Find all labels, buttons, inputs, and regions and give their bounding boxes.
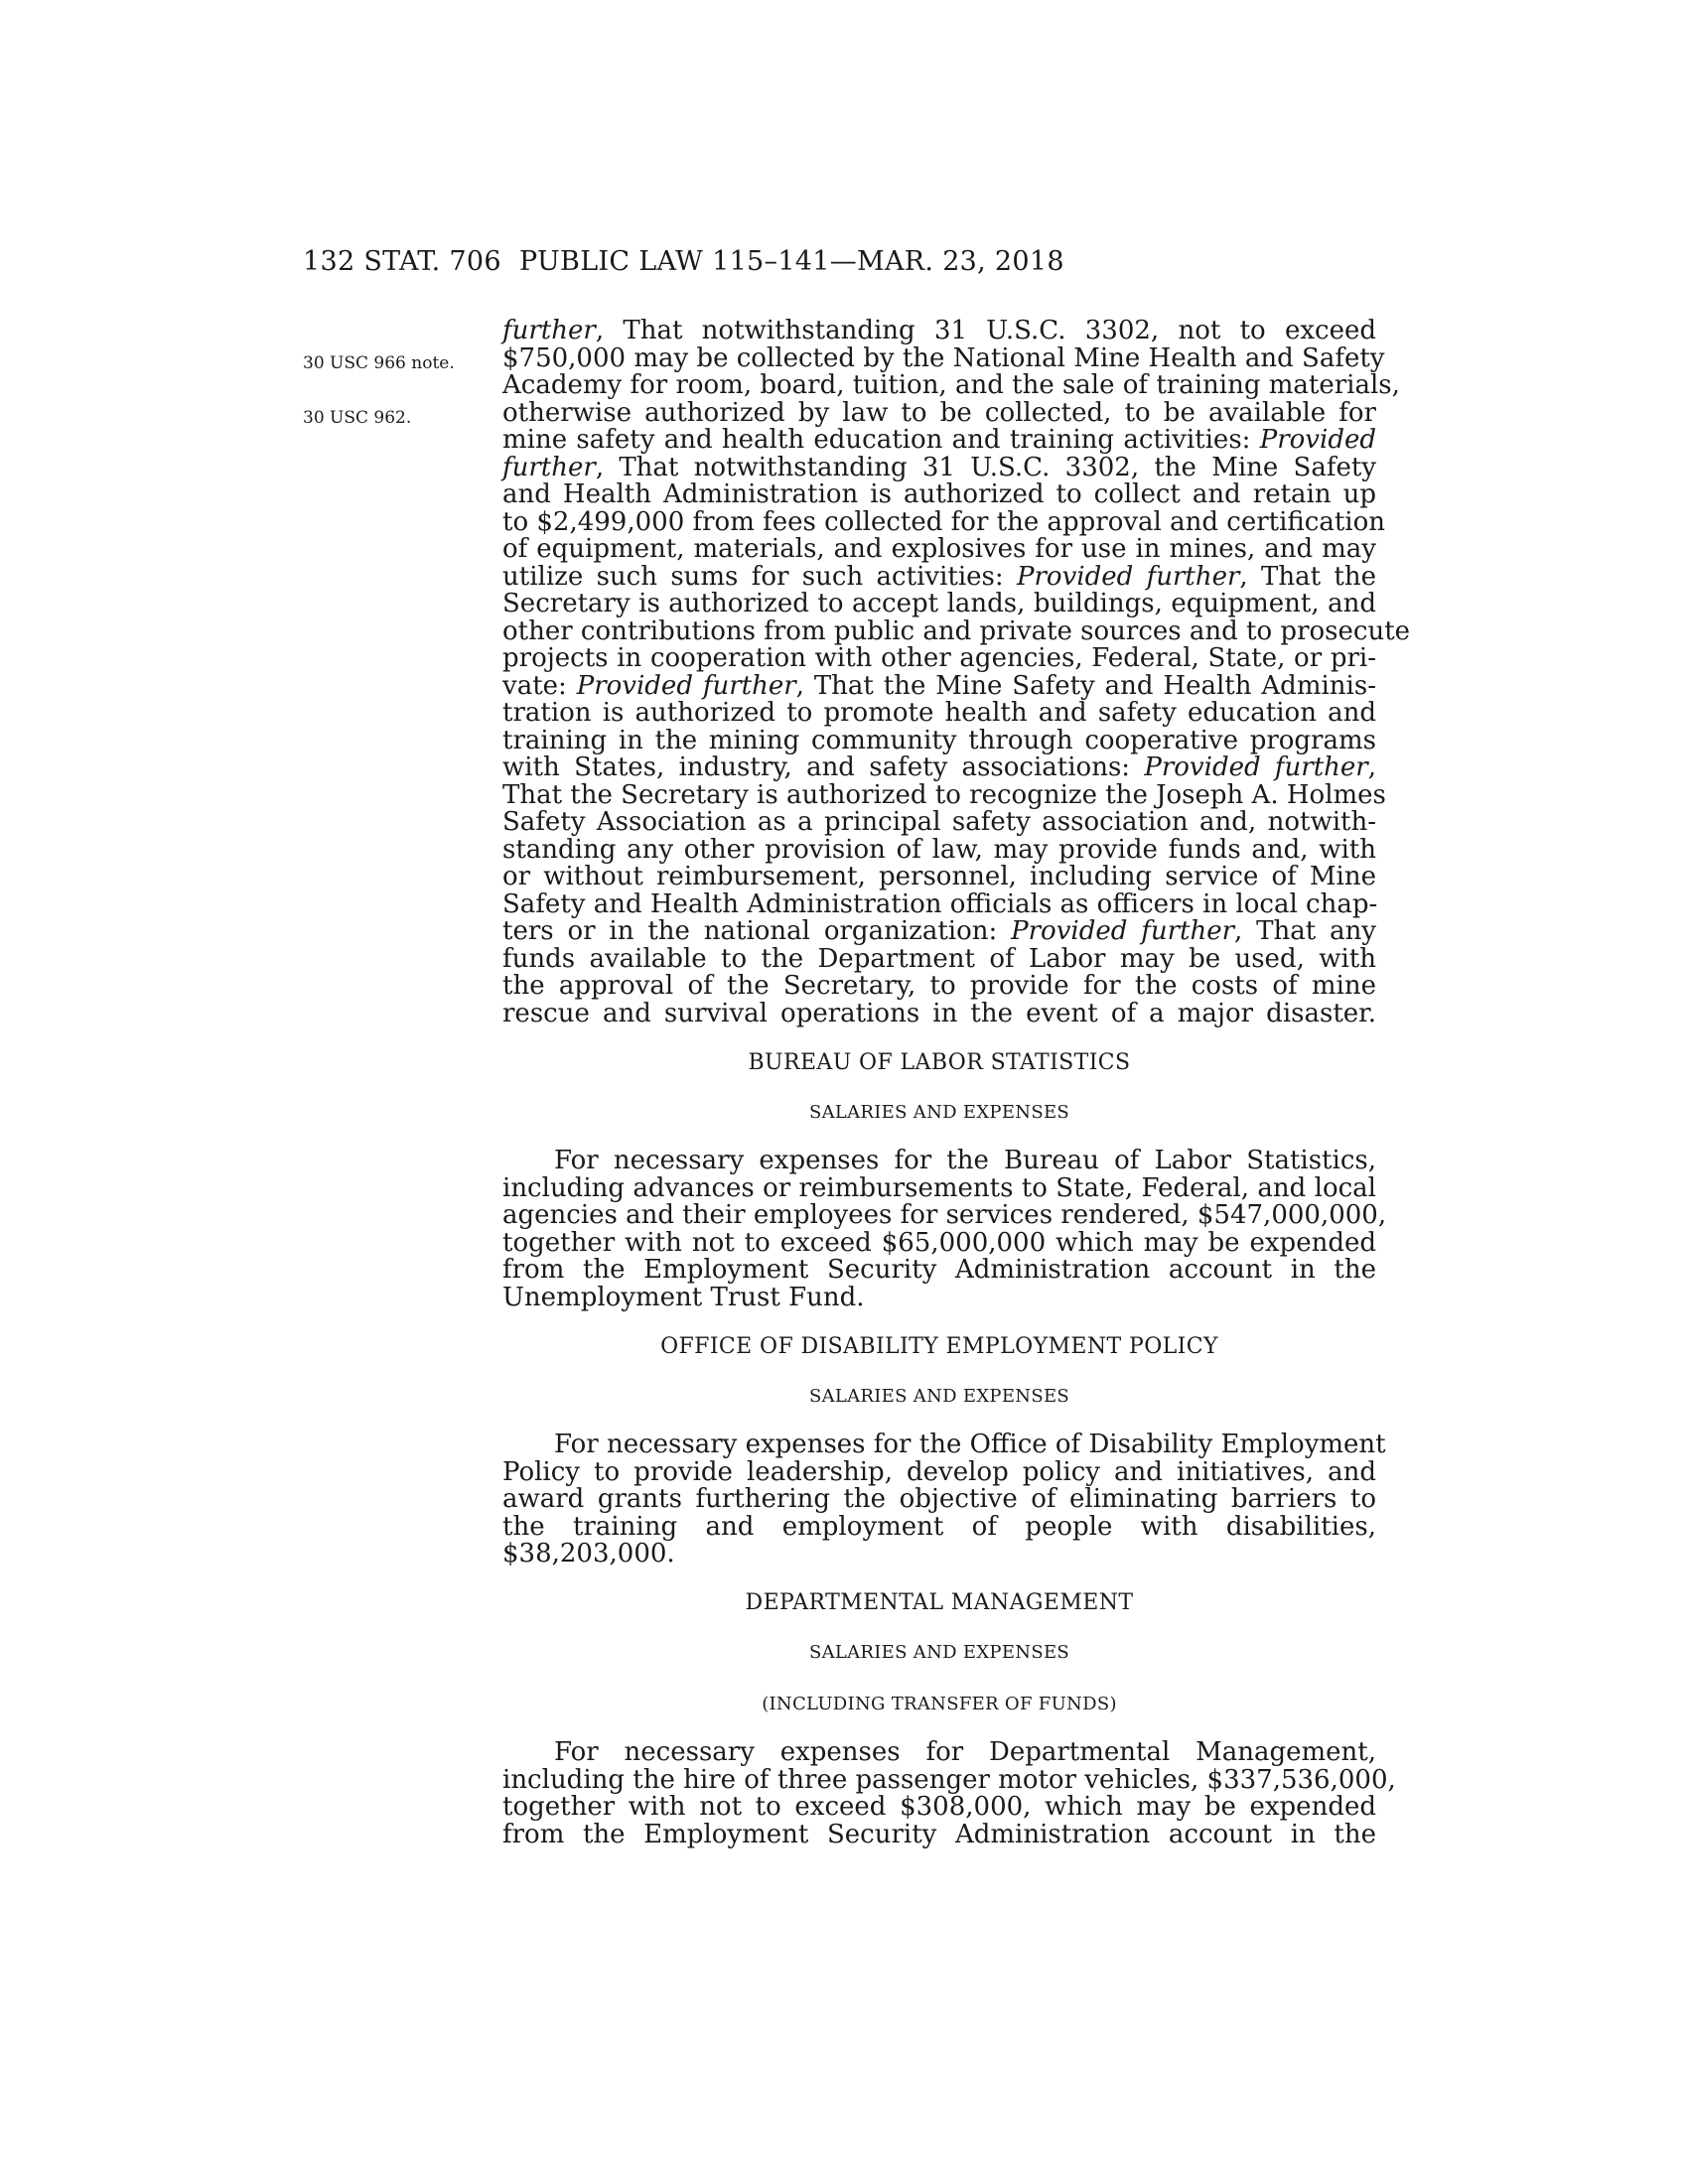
text-line: funds available to the Department of Labor may be used, with bbox=[502, 943, 1376, 974]
text-line: to $2,499,000 from fees collected for the approval and certification bbox=[502, 506, 1385, 537]
subheading-salaries-bls: SALARIES AND EXPENSES bbox=[808, 1102, 1070, 1123]
text-line: and Health Administration is authorized to collect and retain up bbox=[502, 479, 1376, 509]
text-line: the approval of the Secretary, to provide for the costs of mine bbox=[502, 971, 1376, 1001]
text-line: $38,203,000. bbox=[502, 1539, 675, 1569]
text-line: Academy for room, board, tuition, and the sale of training materials, bbox=[502, 370, 1400, 400]
text-line: For necessary expenses for the Bureau of Labor Statistics, bbox=[554, 1146, 1376, 1175]
text-line: with States, industry, and safety associations: Provided further, bbox=[502, 752, 1376, 782]
text-line: award grants furthering the objective of eliminating barriers to bbox=[502, 1484, 1376, 1514]
text-line: ters or in the national organization: Provided further, That any bbox=[502, 916, 1376, 946]
text-line: including the hire of three passenger motor vehicles, $337,536,000, bbox=[502, 1764, 1396, 1795]
dm-paragraph bbox=[502, 1737, 1396, 1849]
text-line: For necessary expenses for Departmental Management, bbox=[554, 1737, 1376, 1767]
text-line: from the Employment Security Administration account in the bbox=[502, 1255, 1376, 1285]
bls-paragraph bbox=[502, 1146, 1387, 1312]
text-line: together with not to exceed $65,000,000 which may be expended bbox=[502, 1227, 1376, 1258]
text-line: agencies and their employees for services rendered, $547,000,000, bbox=[502, 1200, 1387, 1230]
text-line: tration is authorized to promote health and safety education and bbox=[502, 698, 1376, 728]
text-line: together with not to exceed $308,000, which may be expended bbox=[502, 1792, 1376, 1822]
text-line: For necessary expenses for the Office of Disability Employment bbox=[554, 1430, 1386, 1459]
text-line: Safety and Health Administration officials as officers in local chap- bbox=[502, 888, 1378, 919]
text-line: the training and employment of people with disabilities, bbox=[502, 1511, 1376, 1542]
text-line: That the Secretary is authorized to recognize the Joseph A. Holmes bbox=[502, 779, 1386, 810]
text-line: from the Employment Security Administration account in the bbox=[502, 1819, 1376, 1849]
text-line: of equipment, materials, and explosives for use in mines, and may bbox=[502, 534, 1376, 564]
agency-heading-odep: OFFICE OF DISABILITY EMPLOYMENT POLICY bbox=[660, 1334, 1218, 1359]
continued-provision-text bbox=[502, 316, 1411, 1028]
text-line: vate: Provided further, That the Mine Safety and Health Adminis- bbox=[502, 670, 1376, 701]
text-line: further, That notwithstanding 31 U.S.C. 3302, the Mine Safety bbox=[502, 452, 1376, 482]
text-line: projects in cooperation with other agencies, Federal, State, or pri- bbox=[502, 643, 1376, 673]
text-line: otherwise authorized by law to be collected, to be available for bbox=[502, 397, 1376, 428]
subheading-salaries-dm: SALARIES AND EXPENSES bbox=[808, 1642, 1070, 1663]
text-line: Unemployment Trust Fund. bbox=[502, 1282, 865, 1312]
page-header bbox=[303, 246, 1375, 286]
text-line: Safety Association as a principal safety association and, notwith- bbox=[502, 807, 1376, 837]
text-line: Secretary is authorized to accept lands, buildings, equipment, and bbox=[502, 589, 1376, 618]
public-law-title: PUBLIC LAW 115–141—MAR. 23, 2018 bbox=[519, 246, 1064, 277]
margin-note: 30 USC 966 note. bbox=[303, 353, 455, 373]
text-line: other contributions from public and private sources and to prosecute bbox=[502, 615, 1411, 646]
transfer-of-funds-note: (INCLUDING TRANSFER OF FUNDS) bbox=[762, 1694, 1117, 1714]
text-line: standing any other provision of law, may provide funds and, with bbox=[502, 834, 1376, 865]
text-line: rescue and survival operations in the event of a major disaster. bbox=[502, 998, 1376, 1028]
statute-page-reference: 132 STAT. 706 bbox=[303, 246, 501, 277]
text-line: $750,000 may be collected by the National Mine Health and Safety bbox=[502, 342, 1385, 373]
agency-heading-bls: BUREAU OF LABOR STATISTICS bbox=[748, 1050, 1131, 1075]
text-line: utilize such sums for such activities: Provided further, That the bbox=[502, 561, 1377, 592]
text-line: Policy to provide leadership, develop policy and initiatives, and bbox=[502, 1456, 1376, 1487]
text-line: further, That notwithstanding 31 U.S.C. 3302, not to exceed bbox=[502, 316, 1376, 345]
text-line: or without reimbursement, personnel, including service of Mine bbox=[502, 862, 1376, 891]
text-line: including advances or reimbursements to State, Federal, and local bbox=[502, 1172, 1376, 1203]
margin-note: 30 USC 962. bbox=[303, 408, 412, 428]
agency-heading-dm: DEPARTMENTAL MANAGEMENT bbox=[745, 1590, 1134, 1615]
text-line: mine safety and health education and training activities: Provided bbox=[502, 425, 1376, 455]
subheading-salaries-odep: SALARIES AND EXPENSES bbox=[808, 1386, 1070, 1407]
odep-paragraph bbox=[502, 1430, 1386, 1569]
text-line: training in the mining community through cooperative programs bbox=[502, 725, 1376, 755]
